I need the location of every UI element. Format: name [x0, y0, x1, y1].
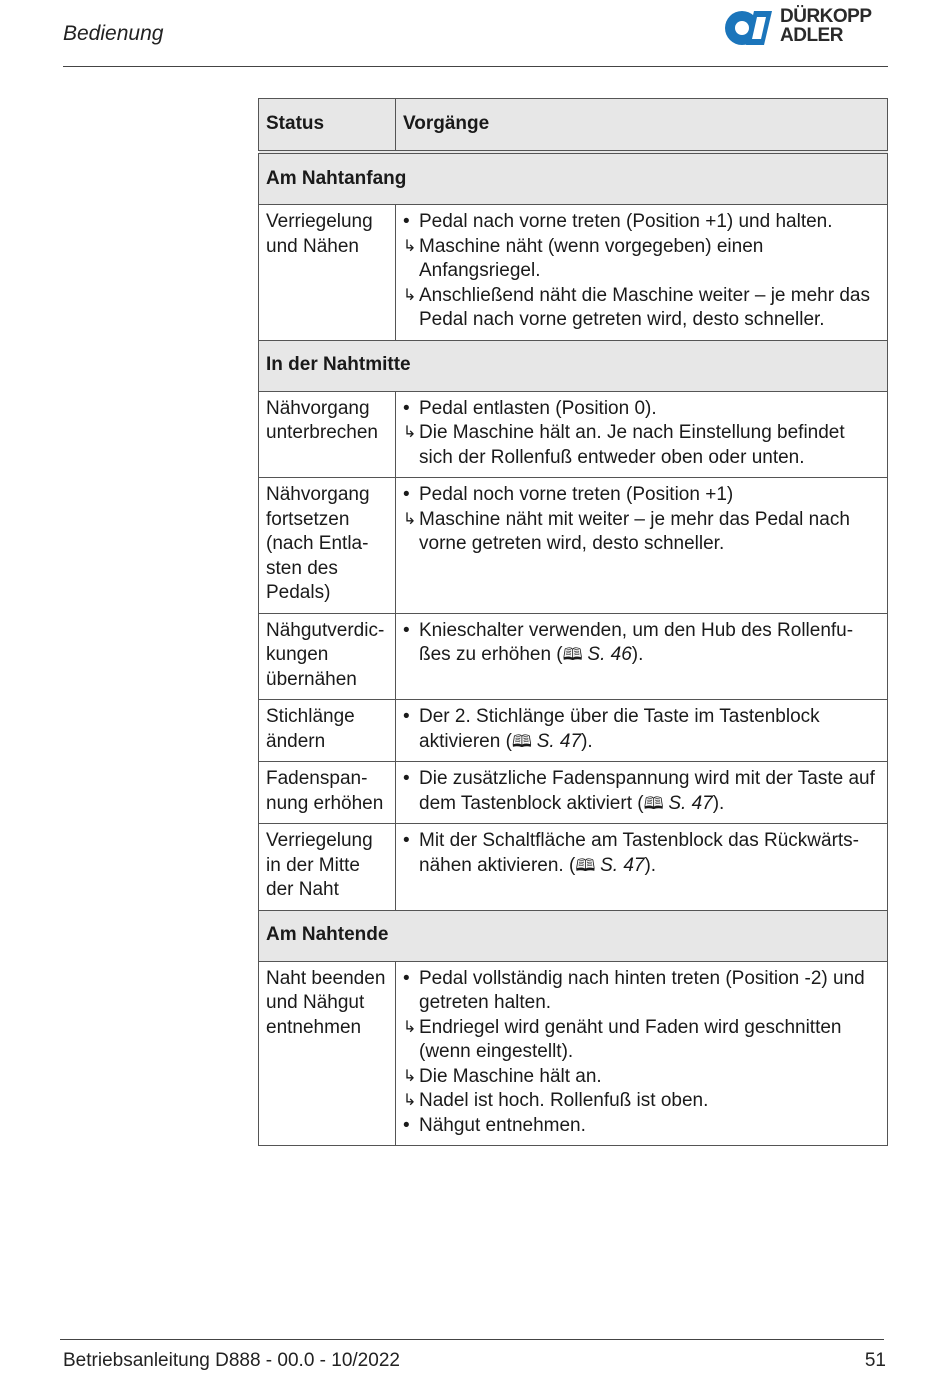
- page-header-title: Bedienung: [63, 22, 164, 45]
- result-line: [403, 421, 883, 470]
- line-text-main: Die Maschine hält an.: [419, 1065, 602, 1087]
- step-line: [403, 483, 883, 508]
- line-text-main: Der 2. Stichlänge über die Taste im Tastenblock aktivieren (: [419, 706, 820, 752]
- table-row: [259, 824, 888, 911]
- line-text-after: ).: [644, 854, 657, 876]
- table-row: [259, 762, 888, 824]
- header-divider: [63, 66, 888, 67]
- logo-mark-icon: [724, 9, 776, 47]
- logo-text-line1: DÜRKOPP: [780, 6, 872, 27]
- line-text: [419, 397, 657, 422]
- book-icon: 🕮: [511, 731, 537, 751]
- table-row: [259, 478, 888, 614]
- section-row: [259, 910, 888, 961]
- procedure-cell: [396, 613, 888, 700]
- line-text: [419, 1114, 586, 1139]
- line-text: [419, 619, 883, 668]
- step-line: [403, 705, 883, 754]
- line-text: [419, 1065, 602, 1090]
- line-text-main: Nähgut entnehmen.: [419, 1114, 586, 1136]
- footer-document-info: Betriebsanleitung D888 - 00.0 - 10/2022: [63, 1350, 400, 1371]
- step-line: [403, 967, 883, 1016]
- step-line: [403, 210, 883, 235]
- line-text-main: Maschine näht mit weiter – je mehr das Pedal nach vorne getreten wird, desto schneller.: [419, 508, 850, 554]
- page-reference-link[interactable]: S. 47: [536, 730, 582, 752]
- bullet-icon: •: [403, 211, 410, 232]
- line-text-main: Maschine näht (wenn vorgegeben) einen Anfangsriegel.: [419, 235, 764, 281]
- procedure-cell: [396, 762, 888, 824]
- result-arrow-icon: ↳: [403, 510, 417, 528]
- step-line: [403, 829, 883, 878]
- bullet-icon: •: [403, 768, 410, 789]
- procedure-cell: [396, 391, 888, 478]
- operations-table: [258, 98, 888, 1146]
- line-text: [419, 829, 883, 878]
- line-text-main: Knieschalter verwenden, um den Hub des Rollenfu-ßes zu erhöhen (: [419, 619, 854, 665]
- brand-logo: [724, 7, 894, 49]
- status-cell: Fadenspan-nung erhöhen: [259, 762, 396, 824]
- procedure-cell: [396, 478, 888, 614]
- result-arrow-icon: ↳: [403, 1018, 417, 1036]
- bullet-icon: •: [403, 1114, 410, 1136]
- result-line: [403, 1065, 883, 1090]
- bullet-icon: •: [403, 397, 410, 419]
- status-cell: Stichlänge ändern: [259, 700, 396, 762]
- section-title: Am Nahtende: [259, 910, 888, 961]
- procedure-cell: [396, 961, 888, 1146]
- section-row: [259, 152, 888, 205]
- book-icon: 🕮: [575, 855, 601, 875]
- line-text: [419, 967, 883, 1016]
- procedure-cell: [396, 700, 888, 762]
- line-text: [419, 508, 883, 557]
- step-line: [403, 397, 883, 422]
- result-arrow-icon: ↳: [403, 237, 417, 255]
- step-line: [403, 767, 883, 816]
- table-row: [259, 613, 888, 700]
- status-cell: Nähvorgang unterbrechen: [259, 391, 396, 478]
- page-number: 51: [864, 1350, 886, 1371]
- line-text-main: Die Maschine hält an. Je nach Einstellung befindet sich der Rollenfuß entweder oben oder unten.: [419, 422, 845, 468]
- step-line: [403, 619, 883, 668]
- result-arrow-icon: ↳: [403, 286, 417, 304]
- result-line: [403, 1016, 883, 1065]
- step-line: [403, 1114, 883, 1139]
- line-text-main: Nadel ist hoch. Rollenfuß ist oben.: [419, 1090, 709, 1111]
- section-title: Am Nahtanfang: [259, 152, 888, 205]
- line-text-main: Pedal nach vorne treten (Position +1) und halten.: [419, 211, 833, 232]
- status-cell: Nähvorgang fortsetzen (nach Entla-sten des Pedals): [259, 478, 396, 614]
- bullet-icon: •: [403, 706, 410, 727]
- bullet-icon: •: [403, 619, 410, 641]
- line-text-main: Pedal vollständig nach hinten treten (Position -2) und getreten halten.: [419, 967, 865, 1013]
- result-line: [403, 508, 883, 557]
- book-icon: 🕮: [562, 645, 588, 664]
- line-text-main: Die zusätzliche Fadenspannung wird mit der Taste auf dem Tastenblock aktiviert (: [419, 768, 875, 814]
- footer-divider: [60, 1339, 884, 1340]
- page-reference-link[interactable]: S. 46: [587, 644, 632, 665]
- column-header-vorgaenge: Vorgänge: [396, 99, 888, 153]
- result-line: [403, 1089, 883, 1114]
- result-arrow-icon: ↳: [403, 424, 417, 441]
- section-title: In der Nahtmitte: [259, 340, 888, 391]
- status-cell: Naht beenden und Nähgut entnehmen: [259, 961, 396, 1146]
- table-row: [259, 205, 888, 341]
- page-reference-link[interactable]: S. 47: [600, 854, 645, 876]
- line-text: [419, 483, 733, 508]
- column-header-status: Status: [259, 99, 396, 153]
- result-line: [403, 235, 883, 284]
- line-text: [419, 235, 883, 284]
- table-row: [259, 700, 888, 762]
- line-text: [419, 284, 883, 333]
- line-text-after: ).: [631, 644, 644, 665]
- line-text: [419, 1089, 708, 1114]
- line-text-main: Endriegel wird genäht und Faden wird geschnitten (wenn eingestellt).: [419, 1016, 842, 1062]
- book-icon: 🕮: [643, 793, 669, 813]
- table-row: [259, 391, 888, 478]
- line-text-main: Pedal noch vorne treten (Position +1): [419, 484, 734, 505]
- status-cell: Nähgutverdic-kungen übernähen: [259, 613, 396, 700]
- line-text-main: Pedal entlasten (Position 0).: [419, 397, 657, 419]
- result-line: [403, 284, 883, 333]
- line-text-main: Mit der Schaltfläche am Tastenblock das Rückwärts-nähen aktivieren. (: [419, 830, 859, 876]
- bullet-icon: •: [403, 484, 410, 505]
- procedure-cell: [396, 824, 888, 911]
- table-header-row: [259, 99, 888, 153]
- line-text: [419, 705, 883, 754]
- line-text-after: ).: [581, 730, 593, 752]
- bullet-icon: •: [403, 830, 410, 851]
- page-reference-link[interactable]: S. 47: [668, 792, 713, 814]
- bullet-icon: •: [403, 967, 410, 989]
- procedure-cell: [396, 205, 888, 341]
- line-text: [419, 1016, 883, 1065]
- line-text-main: Anschließend näht die Maschine weiter – je mehr das Pedal nach vorne getreten wird, desto schneller.: [419, 284, 870, 330]
- line-text: [419, 421, 883, 470]
- table-row: [259, 961, 888, 1146]
- result-arrow-icon: ↳: [403, 1067, 417, 1085]
- result-arrow-icon: ↳: [403, 1092, 417, 1109]
- status-cell: Verriegelung in der Mitte der Naht: [259, 824, 396, 911]
- section-row: [259, 340, 888, 391]
- logo-text-line2: ADLER: [780, 25, 843, 46]
- line-text: [419, 210, 833, 235]
- line-text-after: ).: [712, 792, 725, 814]
- line-text: [419, 767, 883, 816]
- status-cell: Verriegelung und Nähen: [259, 205, 396, 341]
